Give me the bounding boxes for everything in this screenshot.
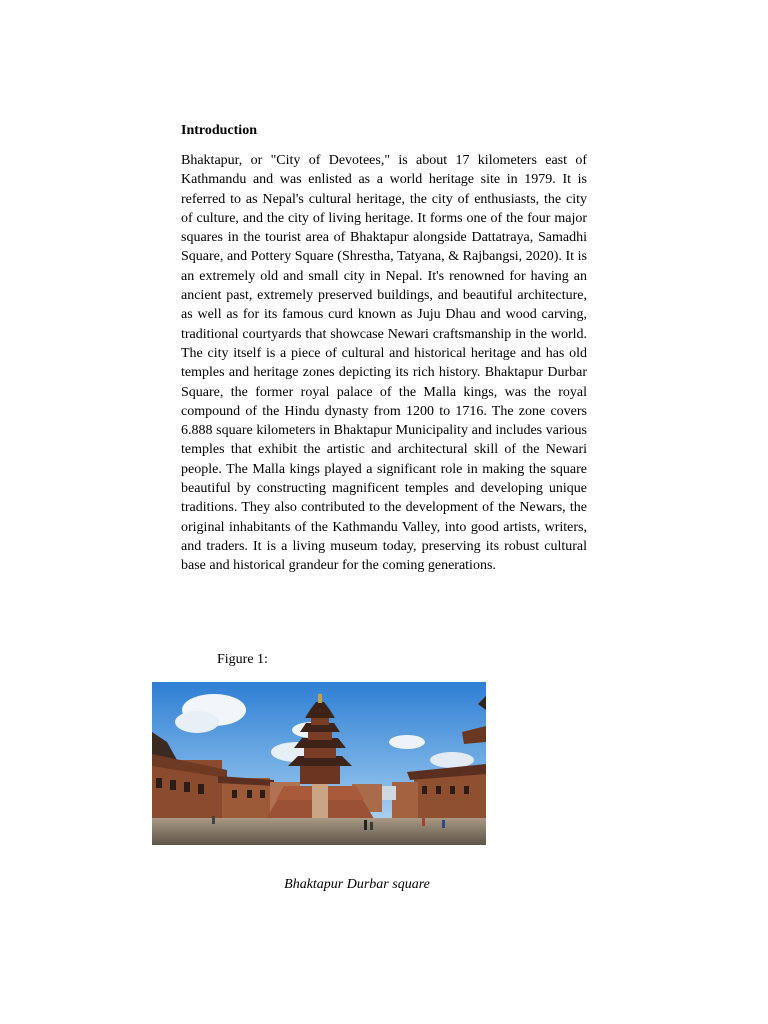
body-paragraph: Bhaktapur, or "City of Devotees," is about 17 kilometers east of Kathmandu and was enlisted as a world heritage site in 1979. It is referred to as Nepal's cultural heritage, the city of enthusiasts, the city of culture, and the city of living heritage. It forms one of the four major squares in the tourist area of Bhaktapur alongside Dattatraya, Samadhi Square, and Pottery Square (Shrestha, Tatyana, & Rajbangsi, 2020). It is an extremely old and small city in Nepal. It's renowned for having an ancient past, extremely preserved buildings, and beautiful architecture, as well as for its famous curd known as Juju Dhau and wood carving, traditional courtyards that showcase Newari craftsmanship in the world. The city itself is a piece of cultural and historical heritage and has old temples and heritage zones depicting its rich history. Bhaktapur Durbar Square, the former royal palace of the Malla kings, was the royal compound of the Hindu dynasty from 1200 to 1716. The zone covers 6.888 square kilometers in Bhaktapur Municipality and includes various temples that exhibit the artistic and architectural skill of the Newari people. The Malla kings played a significant role in making the square beautiful by constructing magnificent temples and developing unique traditions. They also contributed to the development of the Newars, the original inhabitants of the Kathmandu Valley, into good artists, writers, and traders. It is a living museum today, preserving its robust cultural base and historical grandeur for the coming generations. xyxy=(181,153,587,574)
temple-photo xyxy=(152,682,486,845)
figure-caption: Bhaktapur Durbar square xyxy=(284,877,430,892)
section-heading: Introduction xyxy=(181,123,257,138)
figure-label: Figure 1: xyxy=(217,652,268,667)
